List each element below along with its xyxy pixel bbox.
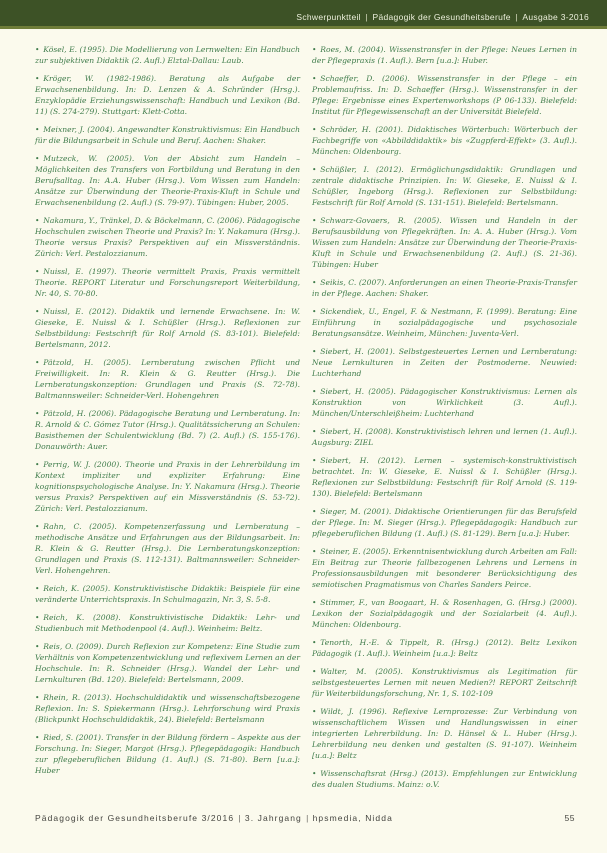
reference-entry: • Pätzold, H. (2006). Pädagogische Beratung und Lernberatung. In: R. Arnold & C. Gómez Tutor (Hrsg.). Qualitätssicherung an Schulen: Basisthemen der Schulentwicklung (Bd. 7) (2. Aufl.) (S. 155-176). Donauwörth: Auer.	[35, 408, 300, 452]
footer-segment: Pädagogik der Gesundheitsberufe 3/2016	[35, 813, 235, 823]
reference-entry: • Nakamura, Y., Tränkel, D. & Böckelmann, C. (2006). Pädagogische Hochschulen zwischen Theorie und Praxis? In: Y. Nakamura (Hrsg.). Theorie versus Praxis? Perspektiven auf ein Missverständnis. Zürich: Verl. Pestalozzianum.	[35, 215, 300, 259]
references-column-right	[312, 44, 577, 791]
reference-entry: • Ried, S. (2001). Transfer in der Bildung fördern – Aspekte aus der Forschung. In: Sieger, Margot (Hrsg.). Pflegepädagogik: Handbuch zur pflegeberuflichen Bildung (1. Aufl.) (S. 71-80). Bern [u.a.]: Huber	[35, 732, 300, 776]
reference-entry: • Schüßler, I. (2012). Ermöglichungsdidaktik: Grundlagen und zentrale didaktische Prinzipien. In: W. Gieseke, E. Nuissl & I. Schüßler, Ingeborg (Hrsg.). Reflexionen zur Selbstbildung: Festschrift für Rolf Arnold (S. 131-151). Bielefeld: Bertelsmann.	[312, 164, 577, 208]
footer	[35, 813, 575, 823]
reference-entry: • Wissenschaftsrat (Hrsg.) (2013). Empfehlungen zur Entwicklung des dualen Studiums. Mainz: o.V.	[312, 768, 577, 790]
reference-entry: • Roes, M. (2004). Wissenstransfer in der Pflege: Neues Lernen in der Pflegepraxis (1. Aufl.). Bern [u.a.]: Huber.	[312, 44, 577, 66]
reference-entry: • Perrig, W. J. (2000). Theorie und Praxis in der Lehrerbildung im Kontext impliziter und expliziter Erfahrung: Eine kognitionspsychologische Analyse. In: Y. Nakamura (Hrsg.). Theorie versus Praxis? Perspektiven auf ein Missverständnis (S. 53-72). Zürich: Verl. Pestalozzianum.	[35, 459, 300, 514]
header-issue-info	[296, 12, 589, 22]
header-issue-segment: | Ausgabe 3-2016	[511, 12, 589, 22]
reference-entry: • Steiner, E. (2005). Erkenntnisentwicklung durch Arbeiten am Fall: Ein Beitrag zur Theorie fallbezogenen Lehrens und Lernens in Professionsausbildungen mit besonderer Berücksichtigung des semiotischen Pragmatismus von Charles Sanders Peirce.	[312, 546, 577, 590]
page-number: 55	[564, 813, 575, 823]
reference-entry: • Kröger, W. (1982-1986). Beratung als Aufgabe der Erwachsenenbildung. In: D. Lenzen & A. Schründer (Hrsg.). Enzyklopädie Erziehungswissenschaft: Handbuch und Lexikon (Bd. 11) (S. 274-279). Stuttgart: Klett-Cotta.	[35, 73, 300, 117]
reference-entry: • Siebert, H. (2012). Lernen – systemisch-konstruktivistisch betrachtet. In: W. Gieseke, E. Nuissl & I. Schüßler (Hrsg.). Reflexionen zur Selbstbildung: Festschrift für Rolf Arnold (S. 119-130). Bielefeld: Bertelsmann	[312, 455, 577, 499]
reference-entry: • Sickendiek, U., Engel, F. & Nestmann, F. (1999). Beratung: Eine Einführung in sozialpädagogische und psychosoziale Beratungsansätze. Weinheim, München: Juventa-Verl.	[312, 306, 577, 339]
reference-entry: • Siebert, H. (2001). Selbstgesteuertes Lernen und Lernberatung: Neue Lernkulturen in Zeiten der Postmoderne. Neuwied: Luchterhand	[312, 346, 577, 379]
reference-entry: • Stimmer, F., van Boogaart, H. & Rosenhagen, G. (Hrsg.) (2000). Lexikon der Sozialpädagogik und der Sozialarbeit (4. Aufl.). München: Oldenbourg.	[312, 597, 577, 630]
header-issue-segment: | Pädagogik der Gesundheitsberufe	[361, 12, 511, 22]
reference-entry: • Wildt, J. (1996). Reflexive Lernprozesse: Zur Verbindung von wissenschaftlichem Wissen und Handlungswissen in einer integrierten Lehrerbildung. In: D. Hänsel & L. Huber (Hrsg.). Lehrerbildung neu denken und gestalten (S. 91-107). Weinheim [u.a.]: Beltz	[312, 706, 577, 761]
reference-entry: • Reich, K. (2008). Konstruktivistische Didaktik: Lehr- und Studienbuch mit Methodenpool (4. Aufl.). Weinheim: Beltz.	[35, 612, 300, 634]
reference-entry: • Schwarz-Govaers, R. (2005). Wissen und Handeln in der Berufsausbildung von Pflegekräften. In: A. A. Huber (Hrsg.). Vom Wissen zum Handeln: Ansätze zur Überwindung der Theorie-Praxis-Kluft in Schule und Erwachsenenbildung (2. Aufl.) (S. 21-36). Tübingen: Huber	[312, 215, 577, 270]
reference-entry: • Kösel, E. (1995). Die Modellierung von Lernwelten: Ein Handbuch zur subjektiven Didaktik (2. Aufl.) Elztal-Dallau: Laub.	[35, 44, 300, 66]
reference-entry: • Siebert, H. (2005). Pädagogischer Konstruktivismus: Lernen als Konstruktion von Wirklichkeit (3. Aufl.). München/Unterschleißheim: Luchterhand	[312, 386, 577, 419]
reference-entry: • Nuissl, E. (1997). Theorie vermittelt Praxis, Praxis vermittelt Theorie. REPORT Literatur und Forschungsreport Weiterbildung, Nr. 40, S. 70-80.	[35, 266, 300, 299]
reference-entry: • Reich, K. (2005). Konstruktivistische Didaktik: Beispiele für eine veränderte Unterrichtspraxis. In Schulmagazin, Nr. 3, S. 5-8.	[35, 583, 300, 605]
footer-segment: | 3. Jahrgang	[234, 813, 302, 823]
reference-entry: • Rhein, R. (2013). Hochschuldidaktik und wissenschaftsbezogene Reflexion. In: S. Spiekermann (Hrsg.). Lehrforschung wird Praxis (Blickpunkt Hochschuldidaktik, 24). Bielefeld: Bertelsmann	[35, 692, 300, 725]
reference-entry: • Pätzold, H. (2005). Lernberatung zwischen Pflicht und Freiwilligkeit. In: R. Klein & G. Reutter (Hrsg.). Die Lernberatungskonzeption: Grundlagen und Praxis (S. 72-78). Baltmannsweiler: Schneider-Verl. Hohengehren	[35, 357, 300, 401]
reference-entry: • Sieger, M. (2001). Didaktische Orientierungen für das Berufsfeld der Pflege. In: M. Sieger (Hrsg.). Pflegepädagogik: Handbuch zur pflegeberuflichen Bildung (1. Aufl.) (S. 81-129). Bern [u.a.]: Huber.	[312, 506, 577, 539]
reference-entry: • Rahn, C. (2005). Kompetenzerfassung und Lernberatung – methodische Ansätze und Erfahrungen aus der Bildungsarbeit. In: R. Klein & G. Reutter (Hrsg.). Die Lernberatungskonzeption: Grundlagen und Praxis (S. 112-131). Baltmannsweiler: Schneider-Verl. Hohengehren.	[35, 521, 300, 576]
footer-journal-info	[35, 813, 393, 823]
reference-entry: • Mutzeck, W. (2005). Von der Absicht zum Handeln – Möglichkeiten des Transfers von Fortbildung und Beratung in den Berufsalltag. In: A.A. Huber (Hrsg.). Vom Wissen zum Handeln: Ansätze zur Überwindung der Theorie-Praxis-Kluft in Schule und Erwachsenenbildung (2. Aufl.) (S. 79-97). Tübingen: Huber, 2005.	[35, 153, 300, 208]
footer-segment: | hpsmedia, Nidda	[302, 813, 393, 823]
header-issue-segment: Schwerpunktteil	[296, 12, 361, 22]
reference-entry: • Schaeffer, D. (2006). Wissenstransfer in der Pflege – ein Problemaufriss. In: D. Schaeffer (Hrsg.). Wissenstransfer in der Pflege: Ergebnisse eines Expertenworkshops (P 06-133). Bielefeld: Institut für Pflegewissenschaft an der Universität Bielefeld.	[312, 73, 577, 117]
reference-entry: • Schröder, H. (2001). Didaktisches Wörterbuch: Wörterbuch der Fachbegriffe von «Abbilddidaktik» bis «Zugpferd-Effekt» (3. Aufl.). München: Oldenbourg.	[312, 124, 577, 157]
references-section	[0, 29, 607, 791]
reference-entry: • Walter, M. (2005). Konstruktivismus als Legitimation für selbstgesteuertes Lernen mit neuen Medien?! REPORT Zeitschrift für Weiterbildungsforschung, Nr. 1, S. 102-109	[312, 666, 577, 699]
reference-entry: • Nuissl, E. (2012). Didaktik und lernende Erwachsene. In: W. Gieseke, E. Nuissl & I. Schüßler (Hrsg.). Reflexionen zur Selbstbildung: Festschrift für Rolf Arnold (S. 83-101). Bielefeld: Bertelsmann, 2012.	[35, 306, 300, 350]
reference-entry: • Meixner, J. (2004). Angewandter Konstruktivismus: Ein Handbuch für die Bildungsarbeit in Schule und Beruf. Aachen: Shaker.	[35, 124, 300, 146]
reference-entry: • Tenorth, H.-E. & Tippelt, R. (Hrsg.) (2012). Beltz Lexikon Pädagogik (1. Aufl.). Weinheim [u.a.]: Beltz	[312, 637, 577, 659]
header-bar	[0, 0, 607, 29]
reference-entry: • Seikis, C. (2007). Anforderungen an einen Theorie-Praxis-Transfer in der Pflege. Aachen: Shaker.	[312, 277, 577, 299]
reference-entry: • Siebert, H. (2008). Konstruktivistisch lehren und lernen (1. Aufl.). Augsburg: ZIEL	[312, 426, 577, 448]
references-column-left	[35, 44, 300, 791]
reference-entry: • Reis, O. (2009). Durch Reflexion zur Kompetenz: Eine Studie zum Verhältnis von Kompetenzentwicklung und reflexivem Lernen an der Hochschule. In: R. Schneider (Hrsg.). Wandel der Lehr- und Lernkulturen (Bd. 120). Bielefeld: Bertelsmann, 2009.	[35, 641, 300, 685]
